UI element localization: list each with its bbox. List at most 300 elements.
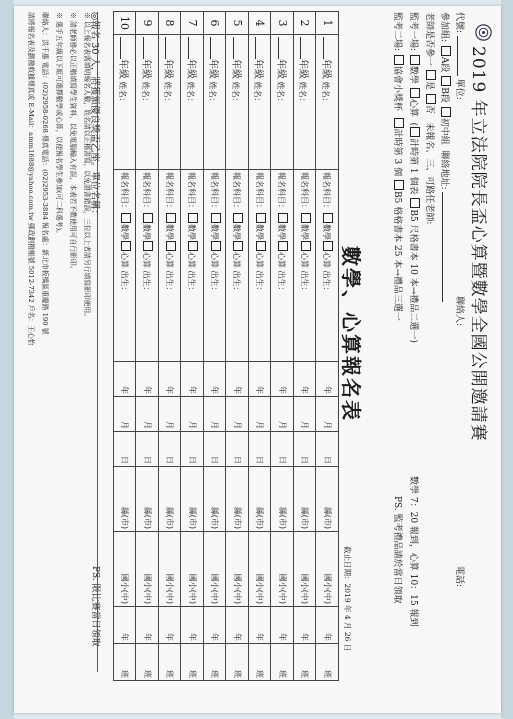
birth-month-cell[interactable] xyxy=(316,397,339,432)
checkbox-no[interactable] xyxy=(426,94,436,104)
gift-b-label: →禮品三選一 xyxy=(392,268,402,321)
subject-cell[interactable] xyxy=(226,170,249,362)
code-label: 代號: xyxy=(454,12,464,34)
county-cell[interactable] xyxy=(136,467,159,532)
subject-label: 報名科目： xyxy=(142,172,152,212)
school-cell[interactable] xyxy=(294,532,317,607)
birth-label: 出生： xyxy=(209,270,219,295)
birth-month-label: 月 xyxy=(142,421,152,429)
birth-day-label: 日 xyxy=(255,456,265,464)
grade-name-cell[interactable] xyxy=(271,35,294,170)
birth-day-label: 日 xyxy=(277,456,287,464)
school-year-cell[interactable] xyxy=(271,607,294,644)
birth-month-cell[interactable] xyxy=(249,397,272,432)
school-year-cell[interactable] xyxy=(249,607,272,644)
birth-day-cell[interactable] xyxy=(271,432,294,467)
birth-year-cell[interactable] xyxy=(204,362,227,397)
grade-name-cell[interactable] xyxy=(316,35,339,170)
birth-year-cell[interactable] xyxy=(226,362,249,397)
grade-name-cell[interactable] xyxy=(294,35,317,170)
unit-label: 單位: xyxy=(454,78,464,100)
math-option: 數學 xyxy=(232,224,242,240)
name-label: 姓名： xyxy=(298,81,308,106)
subject-cell[interactable] xyxy=(294,170,317,362)
birth-label: 出生： xyxy=(254,270,264,295)
school-year-label: 年 xyxy=(277,633,287,641)
name-label: 姓名： xyxy=(320,81,330,106)
name-label: 姓名： xyxy=(275,81,285,106)
birth-month-cell[interactable] xyxy=(181,397,204,432)
subject-cell[interactable] xyxy=(316,170,339,362)
school-year-cell[interactable] xyxy=(226,607,249,644)
birth-day-cell[interactable] xyxy=(136,432,159,467)
grade-blank[interactable] xyxy=(255,37,256,59)
mental-option: 心算 xyxy=(119,252,129,268)
school-year-label: 年 xyxy=(165,633,175,641)
teacher-note: 未報名、三、可路任老師: xyxy=(424,122,434,225)
school-level-label: 國小(中) xyxy=(142,573,152,604)
birth-year-cell[interactable] xyxy=(271,362,294,397)
birth-day-label: 日 xyxy=(300,456,310,464)
math-option: 數學 xyxy=(277,224,287,240)
school-year-label: 年 xyxy=(232,633,242,641)
table-row xyxy=(181,12,204,681)
name-label: 姓名： xyxy=(208,81,218,106)
opt-a-label: A段 xyxy=(439,56,449,73)
checkbox-math[interactable] xyxy=(121,213,131,223)
no-label: 否 xyxy=(424,104,434,114)
birth-month-cell[interactable] xyxy=(294,397,317,432)
county-cell[interactable] xyxy=(294,467,317,532)
class-cell[interactable] xyxy=(294,644,317,681)
class-label: 班 xyxy=(255,670,265,678)
summary-line: ◎報名 30 人，將獲頒優良獎盃乙座。單位名稱： xyxy=(89,12,100,219)
county-label: 縣(市) xyxy=(255,506,265,529)
birth-label: 出生： xyxy=(187,270,197,295)
county-cell[interactable] xyxy=(181,467,204,532)
birth-day-cell[interactable] xyxy=(181,432,204,467)
school-year-cell[interactable] xyxy=(316,607,339,644)
checkbox-mental[interactable] xyxy=(323,241,333,251)
county-label: 縣(市) xyxy=(277,506,287,529)
subject-label: 報名科目： xyxy=(254,172,264,212)
class-cell[interactable] xyxy=(316,644,339,681)
class-label: 班 xyxy=(120,670,130,678)
birth-label: 出生： xyxy=(164,270,174,295)
birth-day-label: 日 xyxy=(120,456,130,464)
row5 xyxy=(392,12,405,321)
grade-blank[interactable] xyxy=(233,37,234,59)
b5-b-label: B5 格格書本 25 本 xyxy=(392,191,402,269)
school-year-label: 年 xyxy=(300,633,310,641)
math-label: 數學 xyxy=(408,65,418,84)
c1-label: 計時第 1 個表 xyxy=(408,138,418,195)
school-year-label: 年 xyxy=(187,633,197,641)
school-year-cell[interactable] xyxy=(159,607,182,644)
birth-day-cell[interactable] xyxy=(294,432,317,467)
subject-cell[interactable] xyxy=(249,170,272,362)
table-row xyxy=(294,12,317,681)
birth-month-cell[interactable] xyxy=(114,397,137,432)
grade-name-cell[interactable] xyxy=(114,35,137,170)
checkbox-math[interactable] xyxy=(211,213,221,223)
math-option: 數學 xyxy=(299,224,309,240)
math-option: 數學 xyxy=(322,224,332,240)
math-option: 數學 xyxy=(164,224,174,240)
checkbox-mental-a[interactable] xyxy=(410,88,420,98)
subject-label: 報名科目： xyxy=(322,172,332,212)
background-right-stripe xyxy=(501,0,513,719)
note-3: ※ 選手五年級以下組可選擇數學或心算，以便報名學生參加(可二科選考)。 xyxy=(55,12,63,237)
birth-label: 出生： xyxy=(277,270,287,295)
checkbox-math[interactable] xyxy=(143,213,153,223)
birth-month-cell[interactable] xyxy=(271,397,294,432)
class-label: 班 xyxy=(232,670,242,678)
mental-option: 心算 xyxy=(254,252,264,268)
birth-year-label: 年 xyxy=(232,386,242,394)
grade-blank[interactable] xyxy=(188,37,189,59)
birth-label: 出生： xyxy=(142,270,152,295)
birth-year-cell[interactable] xyxy=(316,362,339,397)
row-number: 10 xyxy=(114,12,137,35)
subject-cell[interactable] xyxy=(181,170,204,362)
checkbox-mental[interactable] xyxy=(278,241,288,251)
school-cell[interactable] xyxy=(204,532,227,607)
class-label: 班 xyxy=(142,670,152,678)
name-label: 姓名： xyxy=(140,81,150,106)
county-label: 縣(市) xyxy=(187,506,197,529)
grade-label: 年級 xyxy=(297,59,309,79)
ps-gift-note: PS. 監考禮品請於當日領取 xyxy=(392,496,402,604)
main-heading: 數學、心算報名表 xyxy=(339,246,363,422)
class-cell[interactable] xyxy=(204,644,227,681)
name-label: 姓名： xyxy=(118,81,128,106)
birth-year-label: 年 xyxy=(255,386,265,394)
subject-label: 報名科目： xyxy=(299,172,309,212)
checkbox-trophy[interactable] xyxy=(394,55,404,65)
birth-month-cell[interactable] xyxy=(204,397,227,432)
birth-label: 出生： xyxy=(299,270,309,295)
row-number: 2 xyxy=(294,12,317,35)
checkbox-math-a[interactable] xyxy=(410,55,420,65)
row-number: 9 xyxy=(136,12,159,35)
checkbox-mental[interactable] xyxy=(233,241,243,251)
checkbox-b[interactable] xyxy=(441,76,451,86)
note-1: ※ 以上報名表需填明報名人數，姓名請以正楷書寫，以免證書錯誤，三位以上者請另行填寫影印使用。 xyxy=(83,12,91,321)
birth-day-cell[interactable] xyxy=(226,432,249,467)
subject-cell[interactable] xyxy=(204,170,227,362)
checkbox-mental[interactable] xyxy=(256,241,266,251)
class-cell[interactable] xyxy=(271,644,294,681)
class-cell[interactable] xyxy=(226,644,249,681)
table-row xyxy=(114,12,137,681)
class-label: 班 xyxy=(322,670,332,678)
county-label: 縣(市) xyxy=(142,506,152,529)
school-year-cell[interactable] xyxy=(136,607,159,644)
checkbox-mental[interactable] xyxy=(301,241,311,251)
grade-label: 年級 xyxy=(229,59,241,79)
school-year-label: 年 xyxy=(322,633,332,641)
checkbox-math[interactable] xyxy=(166,213,176,223)
checkbox-mental[interactable] xyxy=(143,241,153,251)
birth-month-cell[interactable] xyxy=(226,397,249,432)
mental-option: 心算 xyxy=(164,252,174,268)
birth-month-label: 月 xyxy=(187,421,197,429)
school-year-label: 年 xyxy=(120,633,130,641)
class-cell[interactable] xyxy=(136,644,159,681)
grade-blank[interactable] xyxy=(120,37,121,59)
checkbox-b5-b[interactable] xyxy=(394,180,404,190)
checkbox-mental[interactable] xyxy=(211,241,221,251)
subject-label: 報名科目： xyxy=(187,172,197,212)
school-year-label: 年 xyxy=(255,633,265,641)
checkbox-math[interactable] xyxy=(278,213,288,223)
grade-label: 年級 xyxy=(252,59,264,79)
birth-label: 出生： xyxy=(119,270,129,295)
grade-label: 年級 xyxy=(274,59,286,79)
birth-day-cell[interactable] xyxy=(249,432,272,467)
mental-option: 心算 xyxy=(209,252,219,268)
competition-seal-icon xyxy=(475,24,492,41)
school-cell[interactable] xyxy=(114,532,137,607)
grade-name-cell[interactable] xyxy=(159,35,182,170)
subject-label: 報名科目： xyxy=(232,172,242,212)
name-label: 姓名： xyxy=(163,81,173,106)
grade-label: 年級 xyxy=(319,59,331,79)
checkbox-c3[interactable] xyxy=(394,118,404,128)
subject-cell[interactable] xyxy=(136,170,159,362)
school-level-label: 國小(中) xyxy=(255,573,265,604)
birth-day-cell[interactable] xyxy=(316,432,339,467)
birth-label: 出生： xyxy=(232,270,242,295)
subject-cell[interactable] xyxy=(271,170,294,362)
birth-day-label: 日 xyxy=(187,456,197,464)
birth-year-label: 年 xyxy=(120,386,130,394)
birth-month-label: 月 xyxy=(277,421,287,429)
birth-year-cell[interactable] xyxy=(159,362,182,397)
row-number: 4 xyxy=(249,12,272,35)
birth-day-cell[interactable] xyxy=(114,432,137,467)
school-cell[interactable] xyxy=(136,532,159,607)
checkbox-a[interactable] xyxy=(441,46,451,56)
county-cell[interactable] xyxy=(271,467,294,532)
subject-cell[interactable] xyxy=(159,170,182,362)
checkbox-mental[interactable] xyxy=(166,241,176,251)
math-option: 數學 xyxy=(119,224,129,240)
teacher-question: 老師是否參一 xyxy=(424,12,434,67)
subject-label: 報名科目： xyxy=(277,172,287,212)
subject-label: 報名科目： xyxy=(209,172,219,212)
checkbox-mid[interactable] xyxy=(441,107,451,117)
subject-label: 報名科目： xyxy=(164,172,174,212)
row-number: 5 xyxy=(226,12,249,35)
subject-cell[interactable] xyxy=(114,170,137,362)
county-label: 縣(市) xyxy=(165,506,175,529)
form-title: 2019 年立法院院長盃心算暨數學全國公開邀請賽 xyxy=(468,46,488,442)
school-year-cell[interactable] xyxy=(181,607,204,644)
school-cell[interactable] xyxy=(316,532,339,607)
grade-blank[interactable] xyxy=(278,37,279,59)
birth-year-cell[interactable] xyxy=(249,362,272,397)
county-label: 縣(市) xyxy=(210,506,220,529)
checkbox-yes[interactable] xyxy=(426,70,436,80)
birth-day-label: 日 xyxy=(165,456,175,464)
grade-blank[interactable] xyxy=(210,37,211,59)
grade-name-cell[interactable] xyxy=(204,35,227,170)
table-row xyxy=(136,12,159,681)
class-label: 班 xyxy=(187,670,197,678)
checkbox-mental[interactable] xyxy=(188,241,198,251)
county-cell[interactable] xyxy=(114,467,137,532)
birth-month-label: 月 xyxy=(255,421,265,429)
registration-form-sheet xyxy=(14,6,501,713)
note-4: 聯絡人：洪千惠 電話：(02)2958-0268 傳真電話：(02)2953-3884 報名處：新北市板橋區重慶路 190 號 xyxy=(41,12,49,335)
table-row xyxy=(226,12,249,681)
birth-day-label: 日 xyxy=(232,456,242,464)
ps-bottom: PS. 限比賽當日領取 xyxy=(90,566,100,647)
checkbox-math[interactable] xyxy=(323,213,333,223)
note-5: 請將報名表及劃撥收據傳真或 E-Mail：amm1688@yahoo.com.tw 郵政劃撥帳號 5012-7342 戶名：王心怡 xyxy=(27,12,35,346)
table-row xyxy=(249,12,272,681)
school-cell[interactable] xyxy=(271,532,294,607)
birth-month-label: 月 xyxy=(232,421,242,429)
row-number: 7 xyxy=(181,12,204,35)
grade-label: 年級 xyxy=(139,59,151,79)
grade-blank[interactable] xyxy=(165,37,166,59)
birth-year-label: 年 xyxy=(277,386,287,394)
math-option: 數學 xyxy=(209,224,219,240)
code-field[interactable] xyxy=(457,36,458,76)
class-label: 班 xyxy=(210,670,220,678)
county-cell[interactable] xyxy=(249,467,272,532)
school-cell[interactable] xyxy=(249,532,272,607)
address-field[interactable] xyxy=(442,192,443,302)
class-cell[interactable] xyxy=(114,644,137,681)
school-level-label: 國小(中) xyxy=(277,573,287,604)
school-cell[interactable] xyxy=(159,532,182,607)
birth-year-cell[interactable] xyxy=(181,362,204,397)
deadline: 截止日期：2019 年 4 月 26 日 xyxy=(343,546,352,652)
trophy-label: 協會小獎杯 xyxy=(392,65,402,111)
county-label: 縣(市) xyxy=(300,506,310,529)
birth-day-label: 日 xyxy=(142,456,152,464)
row-number: 1 xyxy=(316,12,339,35)
grade-blank[interactable] xyxy=(143,37,144,59)
birth-day-cell[interactable] xyxy=(159,432,182,467)
b5-a-label: B5 尺格書本 10 本 xyxy=(408,209,418,287)
county-label: 縣(市) xyxy=(120,506,130,529)
class-label: 班 xyxy=(277,670,287,678)
birth-month-cell[interactable] xyxy=(159,397,182,432)
report-time: 數學 7：20 報到，心算 10：15 報到 xyxy=(408,476,418,627)
birth-month-cell[interactable] xyxy=(136,397,159,432)
school-level-label: 國小(中) xyxy=(232,573,242,604)
grade-blank[interactable] xyxy=(300,37,301,59)
yes-label: 是 xyxy=(424,80,434,90)
mid-label: 初中組 xyxy=(439,117,449,145)
mental-option: 心算 xyxy=(322,252,332,268)
county-cell[interactable] xyxy=(226,467,249,532)
class-cell[interactable] xyxy=(159,644,182,681)
school-level-label: 國小(中) xyxy=(210,573,220,604)
school-level-label: 國小(中) xyxy=(322,573,332,604)
birth-month-label: 月 xyxy=(210,421,220,429)
exam-a-label: 監考一場: xyxy=(408,12,418,52)
name-label: 姓名： xyxy=(185,81,195,106)
row-number: 8 xyxy=(159,12,182,35)
county-cell[interactable] xyxy=(204,467,227,532)
checkbox-math[interactable] xyxy=(301,213,311,223)
row4: 監考一場: 數學 心算 (計時第 1 個表 B5 尺格書本 10 本→禮品二選一) xyxy=(408,12,418,343)
mental-label: 心算 xyxy=(408,98,418,117)
name-label: 姓名： xyxy=(253,81,263,106)
exam-b-label: 監考二場: xyxy=(392,12,402,52)
birth-year-cell[interactable] xyxy=(294,362,317,397)
class-cell[interactable] xyxy=(249,644,272,681)
grade-label: 年級 xyxy=(162,59,174,79)
county-label: 縣(市) xyxy=(322,506,332,529)
class-cell[interactable] xyxy=(181,644,204,681)
row-number: 6 xyxy=(204,12,227,35)
table-row xyxy=(316,12,339,681)
school-level-label: 國小(中) xyxy=(300,573,310,604)
name-label: 姓名： xyxy=(230,81,240,106)
county-cell[interactable] xyxy=(159,467,182,532)
school-year-cell[interactable] xyxy=(204,607,227,644)
birth-year-label: 年 xyxy=(210,386,220,394)
grade-blank[interactable] xyxy=(323,37,324,59)
checkbox-b5-a[interactable] xyxy=(410,198,420,208)
math-option: 數學 xyxy=(142,224,152,240)
checkbox-math[interactable] xyxy=(233,213,243,223)
table-row xyxy=(271,12,294,681)
class-label: 班 xyxy=(165,670,175,678)
rotated-form-canvas xyxy=(14,6,501,713)
birth-year-cell[interactable] xyxy=(136,362,159,397)
grade-name-cell[interactable] xyxy=(136,35,159,170)
background-left-stripe xyxy=(0,0,14,719)
grade-name-cell[interactable] xyxy=(249,35,272,170)
birth-year-label: 年 xyxy=(300,386,310,394)
row-number: 3 xyxy=(271,12,294,35)
school-year-cell[interactable] xyxy=(114,607,137,644)
opt-b-label: B段 xyxy=(439,87,449,103)
birth-day-cell[interactable] xyxy=(204,432,227,467)
checkbox-math[interactable] xyxy=(256,213,266,223)
birth-day-label: 日 xyxy=(322,456,332,464)
table-row xyxy=(159,12,182,681)
school-level-label: 國小(中) xyxy=(187,573,197,604)
school-cell[interactable] xyxy=(181,532,204,607)
school-year-cell[interactable] xyxy=(294,607,317,644)
participate-label: 參加組: xyxy=(439,12,449,43)
school-level-label: 國小(中) xyxy=(165,573,175,604)
contact-person-label: 聯絡人: xyxy=(454,296,464,327)
checkbox-mental[interactable] xyxy=(121,241,131,251)
checkbox-math[interactable] xyxy=(188,213,198,223)
school-cell[interactable] xyxy=(226,532,249,607)
grade-name-cell[interactable] xyxy=(226,35,249,170)
county-cell[interactable] xyxy=(316,467,339,532)
mental-option: 心算 xyxy=(142,252,152,268)
birth-year-cell[interactable] xyxy=(114,362,137,397)
math-option: 數學 xyxy=(187,224,197,240)
birth-year-label: 年 xyxy=(142,386,152,394)
address-label: 聯絡地址: xyxy=(439,150,449,190)
grade-name-cell[interactable] xyxy=(181,35,204,170)
grade-label: 年級 xyxy=(117,59,129,79)
checkbox-c1[interactable] xyxy=(410,127,420,137)
